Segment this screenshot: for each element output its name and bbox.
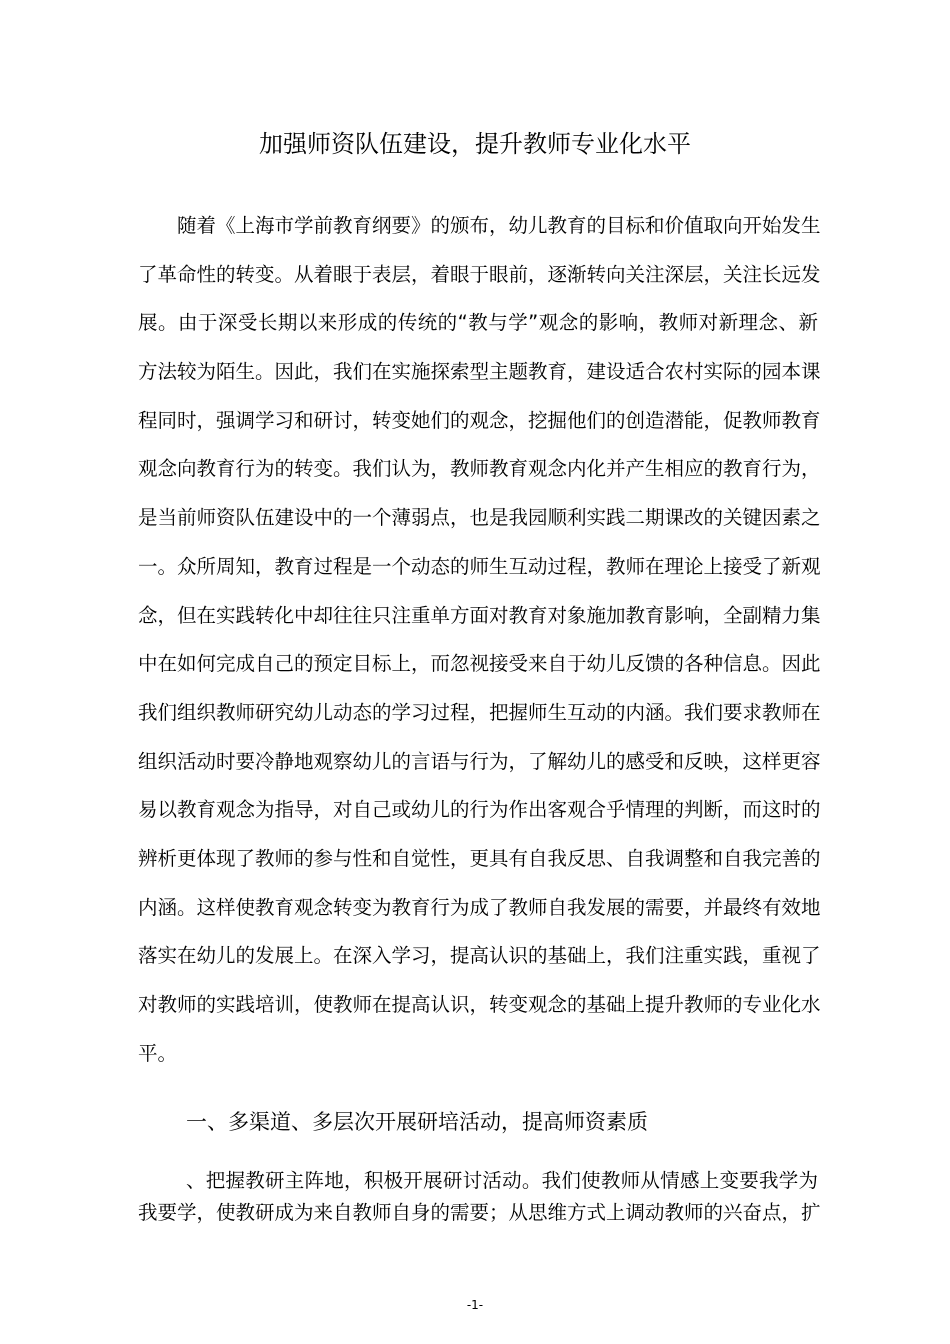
document-title: 加强师资队伍建设，提升教师专业化水平 — [259, 130, 691, 158]
paragraph-line: 组织活动时要冷静地观察幼儿的言语与行为，了解幼儿的感受和反映，这样更容 — [138, 749, 821, 773]
paragraph-line: 程同时，强调学习和研讨，转变她们的观念，挖掘他们的创造潜能，促教师教育 — [138, 408, 821, 432]
paragraph-line: 一。众所周知，教育过程是一个动态的师生互动过程，教师在理论上接受了新观 — [138, 554, 821, 578]
paragraph-line: 是当前师资队伍建设中的一个薄弱点，也是我园顺利实践二期课改的关键因素之 — [138, 506, 821, 530]
intro-paragraph — [138, 202, 821, 1078]
paragraph-line: 落实在幼儿的发展上。在深入学习，提高认识的基础上，我们注重实践，重视了 — [138, 944, 821, 968]
paragraph-line: 中在如何完成自己的预定目标上，而忽视接受来自于幼儿反馈的各种信息。因此 — [138, 652, 821, 676]
paragraph-line: 展。由于深受长期以来形成的传统的“教与学”观念的影响，教师对新理念、新 — [138, 311, 818, 335]
paragraph-line: 对教师的实践培训，使教师在提高认识，转变观念的基础上提升教师的专业化水 — [138, 993, 821, 1016]
section-paragraph — [138, 1165, 821, 1229]
paragraph-line: 念，但在实践转化中却往往只注重单方面对教育对象施加教育影响，全副精力集 — [138, 603, 821, 627]
paragraph-line: 、把握教研主阵地，积极开展研讨活动。我们使教师从情感上变要我学为 — [186, 1169, 818, 1192]
paragraph-line: 易以教育观念为指导，对自己或幼儿的行为作出客观合乎情理的判断，而这时的 — [138, 798, 821, 822]
paragraph-line: 平。 — [138, 1041, 178, 1065]
page-number: -1- — [466, 1298, 484, 1312]
paragraph-line: 我们组织教师研究幼儿动态的学习过程，把握师生互动的内涵。我们要求教师在 — [138, 700, 821, 724]
paragraph-line: 随着《上海市学前教育纲要》的颁布，幼儿教育的目标和价值取向开始发生 — [177, 214, 821, 237]
paragraph-line: 了革命性的转变。从着眼于表层，着眼于眼前，逐渐转向关注深层，关注长远发 — [138, 262, 821, 286]
paragraph-line: 内涵。这样使教育观念转变为教育行为成了教师自我发展的需要，并最终有效地 — [138, 895, 821, 919]
paragraph-line: 辨析更体现了教师的参与性和自觉性，更具有自我反思、自我调整和自我完善的 — [138, 846, 821, 870]
paragraph-line: 观念向教育行为的转变。我们认为，教师教育观念内化并产生相应的教育行为， — [138, 457, 821, 481]
paragraph-line: 方法较为陌生。因此，我们在实施探索型主题教育，建设适合农村实际的园本课 — [138, 360, 821, 384]
paragraph-line: 我要学，使教研成为来自教师自身的需要；从思维方式上调动教师的兴奋点，扩 — [138, 1201, 821, 1224]
section-heading: 一、多渠道、多层次开展研培活动，提高师资素质 — [186, 1110, 648, 1134]
